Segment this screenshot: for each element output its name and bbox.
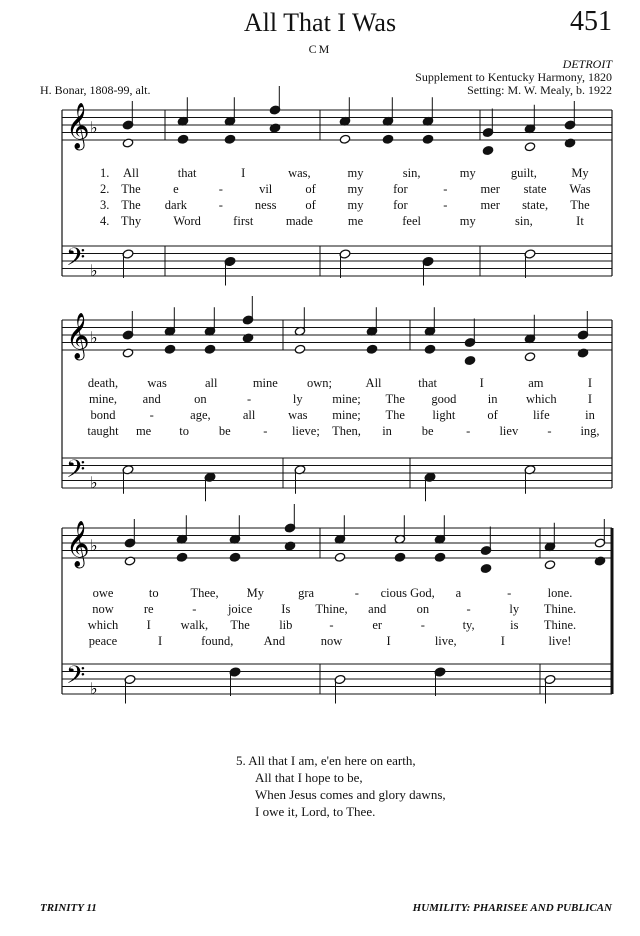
lyric-syllable: on [416, 602, 430, 616]
lyric-syllable: of [305, 198, 316, 212]
lyric-syllable: first [233, 214, 254, 228]
system-1-alto-note [524, 142, 535, 152]
system-3-alto-note [394, 552, 405, 562]
system-3-alto-note [334, 552, 345, 562]
lyric-syllable: - [192, 602, 197, 616]
system-3-alto-note [124, 556, 135, 566]
lyric-syllable: - [218, 182, 223, 196]
system-2-alto-note [464, 355, 475, 365]
lyric-syllable: Thine. [543, 618, 577, 632]
lyric-syllable: now [320, 634, 343, 648]
lyric-syllable: made [285, 214, 313, 228]
lyric-syllable: I [587, 392, 593, 406]
lyric-syllable: - [247, 392, 252, 406]
system-1-alto-note [269, 123, 280, 133]
system-3-bass-clef-icon: 𝄢 [66, 661, 86, 696]
lyric-syllable: on [194, 392, 207, 406]
system-3-treble-flat-icon: ♭ [90, 536, 98, 555]
system-1-alto-note [339, 134, 350, 144]
system-3-alto-note [176, 552, 187, 562]
lyric-syllable: age, [190, 408, 211, 422]
author-credit: H. Bonar, 1808-99, alt. [40, 83, 151, 97]
lyric-syllable: e [173, 182, 179, 196]
lyric-syllable: mine; [332, 392, 361, 406]
lyric-syllable: I [158, 634, 163, 648]
lyric-syllable: of [487, 408, 498, 422]
stanza-five-line-1: 5. All that I am, e'en here on earth, [236, 753, 416, 768]
lyric-syllable: dark [164, 198, 187, 212]
lyric-syllable: I [146, 618, 151, 632]
system-2-treble-flat-icon: ♭ [90, 328, 98, 347]
lyric-syllable: my [459, 214, 476, 228]
system-2-alto-note [242, 333, 253, 343]
lyric-syllable: be [218, 424, 231, 438]
verse-number: 2. [100, 182, 110, 196]
lyric-syllable: owe [92, 586, 114, 600]
lyric-syllable: All [123, 166, 139, 180]
lyric-syllable: All [365, 376, 382, 390]
lyric-syllable: me [135, 424, 152, 438]
lyric-syllable: Is [281, 602, 291, 616]
lyric-syllable: lieve; [292, 424, 320, 438]
lyric-syllable: Thine, [315, 602, 348, 616]
hymn-number: 451 [570, 6, 612, 37]
lyric-syllable: all [242, 408, 256, 422]
lyric-syllable: - [466, 602, 471, 616]
lyric-syllable: Thy [120, 214, 142, 228]
lyric-syllable: live! [548, 634, 572, 648]
lyric-syllable: for [393, 182, 408, 196]
lyric-syllable: mine; [332, 408, 361, 422]
verse-number: 3. [100, 198, 110, 212]
lyric-syllable: in [585, 408, 595, 422]
lyric-syllable: that [177, 166, 197, 180]
lyric-syllable: now [92, 602, 114, 616]
lyric-syllable: and [368, 602, 387, 616]
lyric-syllable: life [532, 408, 550, 422]
system-1-alto-note [482, 145, 493, 155]
lyric-syllable: was [288, 408, 308, 422]
lyric-syllable: Word [173, 214, 201, 228]
system-3-alto-note [434, 552, 445, 562]
lyric-syllable: found, [201, 634, 234, 648]
system-2-alto-note [122, 348, 133, 358]
lyric-syllable: vil [259, 182, 273, 196]
lyric-syllable: re [143, 602, 154, 616]
lyric-syllable: The [385, 392, 405, 406]
footer-season: TRINITY 11 [40, 902, 97, 914]
lyric-syllable: er [372, 618, 383, 632]
lyric-syllable: - [218, 198, 223, 212]
verse-number: 1. [100, 166, 110, 180]
lyric-syllable: me [347, 214, 364, 228]
system-2-alto-note [366, 344, 377, 354]
system-1-alto-note [177, 134, 188, 144]
lyric-syllable: The [121, 198, 141, 212]
system-2-alto-note [577, 348, 588, 358]
lyric-syllable: in [382, 424, 392, 438]
tune-name: DETROIT [562, 57, 612, 71]
lyric-syllable: lib [279, 618, 293, 632]
lyric-syllable: ing, [580, 424, 600, 438]
lyric-syllable: - [507, 586, 512, 600]
lyric-syllable: be [421, 424, 434, 438]
lyric-syllable: which [526, 392, 557, 406]
lyric-syllable: peace [88, 634, 118, 648]
lyric-syllable: liev [499, 424, 519, 438]
lyric-syllable: am [528, 376, 544, 390]
lyric-syllable: - [443, 198, 448, 212]
lyric-syllable: - [354, 586, 359, 600]
system-3-treble-clef-icon: 𝄞 [66, 521, 90, 567]
system-1-alto-note [422, 134, 433, 144]
system-3-alto-note [229, 552, 240, 562]
stanza-five-line-2: All that I hope to be, [255, 770, 363, 785]
system-3-alto-note [594, 556, 605, 566]
system-2-alto-note [204, 344, 215, 354]
lyric-syllable: Thine. [543, 602, 577, 616]
lyric-syllable: good [431, 392, 457, 406]
system-1-bass-clef-icon: 𝄢 [66, 243, 86, 278]
lyric-syllable: mine, [88, 392, 118, 406]
lyric-syllable: - [329, 618, 334, 632]
stanza-five-line-3: When Jesus comes and glory dawns, [255, 787, 446, 802]
footer-theme: HUMILITY: PHARISEE AND PUBLICAN [412, 902, 612, 914]
lyric-syllable: It [576, 214, 584, 228]
system-2-alto-note [164, 344, 175, 354]
setting-credit: Setting: M. W. Mealy, b. 1922 [467, 83, 612, 97]
lyric-syllable: live, [434, 634, 457, 648]
lyric-syllable: and [142, 392, 161, 406]
lyric-syllable: death, [87, 376, 119, 390]
lyric-syllable: cious God, [380, 586, 435, 600]
lyric-syllable: The [385, 408, 405, 422]
hymn-title: All That I Was [243, 8, 397, 37]
lyric-syllable: state, [522, 198, 549, 212]
lyric-syllable: The [570, 198, 590, 212]
lyric-syllable: I [500, 634, 505, 648]
lyric-syllable: ly [509, 602, 520, 616]
lyric-syllable: mine [252, 376, 278, 390]
lyric-syllable: I [386, 634, 391, 648]
system-1-treble-flat-icon: ♭ [90, 118, 98, 137]
system-2-alto-note [424, 344, 435, 354]
lyric-syllable: My [571, 166, 589, 180]
lyric-syllable: my [459, 166, 476, 180]
lyric-syllable: bond [90, 408, 116, 422]
lyric-syllable: - [547, 424, 552, 438]
lyric-syllable: my [347, 198, 364, 212]
lyric-syllable: I [587, 376, 593, 390]
lyric-syllable: ly [292, 392, 303, 406]
lyric-syllable: Then, [332, 424, 361, 438]
system-1-alto-note [122, 138, 133, 148]
lyric-syllable: light [432, 408, 456, 422]
lyric-syllable: My [246, 586, 265, 600]
lyric-syllable: - [149, 408, 154, 422]
system-3-alto-note [480, 563, 491, 573]
lyric-syllable: - [466, 424, 471, 438]
lyric-syllable: ness [254, 198, 277, 212]
lyric-syllable: was [147, 376, 167, 390]
lyric-syllable: which [87, 618, 119, 632]
lyric-syllable: ty, [462, 618, 475, 632]
lyric-syllable: to [179, 424, 190, 438]
system-1-alto-note [224, 134, 235, 144]
lyric-syllable: The [230, 618, 250, 632]
lyric-syllable: - [263, 424, 268, 438]
lyric-syllable: my [347, 166, 364, 180]
lyric-syllable: that [418, 376, 438, 390]
lyric-syllable: state [523, 182, 547, 196]
lyric-syllable: lone. [547, 586, 573, 600]
lyric-syllable: taught [87, 424, 119, 438]
system-1-alto-note [564, 138, 575, 148]
lyric-syllable: mer [480, 198, 500, 212]
lyric-syllable: - [443, 182, 448, 196]
lyric-syllable: feel [402, 214, 421, 228]
lyric-syllable: in [487, 392, 498, 406]
lyric-syllable: mer [480, 182, 500, 196]
lyric-syllable: a [455, 586, 462, 600]
lyric-syllable: Thee, [190, 586, 219, 600]
lyric-syllable: I [241, 166, 246, 180]
lyric-syllable: was, [288, 166, 311, 180]
system-2-alto-note [294, 344, 305, 354]
lyric-syllable: for [393, 198, 408, 212]
lyric-syllable: - [420, 618, 425, 632]
system-1-treble-clef-icon: 𝄞 [66, 103, 90, 149]
verse-number: 4. [100, 214, 110, 228]
hymn-meter: CM [308, 42, 332, 56]
system-2-bass-clef-icon: 𝄢 [66, 455, 86, 490]
lyric-syllable: to [148, 586, 159, 600]
tune-source: Supplement to Kentucky Harmony, 1820 [415, 70, 612, 84]
system-2-alto-note [524, 352, 535, 362]
lyric-syllable: all [204, 376, 218, 390]
lyric-syllable: sin, [402, 166, 421, 180]
system-3-bass-flat-icon: ♭ [90, 679, 98, 698]
lyric-syllable: sin, [515, 214, 533, 228]
lyric-syllable: joice [227, 602, 253, 616]
lyric-syllable: of [305, 182, 316, 196]
system-2-bass-flat-icon: ♭ [90, 473, 98, 492]
lyric-syllable: I [479, 376, 484, 390]
stanza-five [236, 752, 446, 820]
system-1-alto-note [382, 134, 393, 144]
system-1-bass-flat-icon: ♭ [90, 261, 98, 280]
lyric-syllable: The [121, 182, 141, 196]
lyric-syllable: is [510, 618, 519, 632]
lyric-syllable: my [347, 182, 364, 196]
stanza-five-line-4: I owe it, Lord, to Thee. [255, 804, 376, 819]
lyric-syllable: And [263, 634, 286, 648]
lyric-syllable: guilt, [510, 166, 537, 180]
lyric-syllable: Was [569, 182, 591, 196]
lyric-syllable: own; [306, 376, 332, 390]
system-3-alto-note [544, 560, 555, 570]
system-2-treble-clef-icon: 𝄞 [66, 313, 90, 359]
lyric-syllable: gra [298, 586, 315, 600]
system-3-alto-note [284, 541, 295, 551]
lyric-syllable: walk, [180, 618, 209, 632]
